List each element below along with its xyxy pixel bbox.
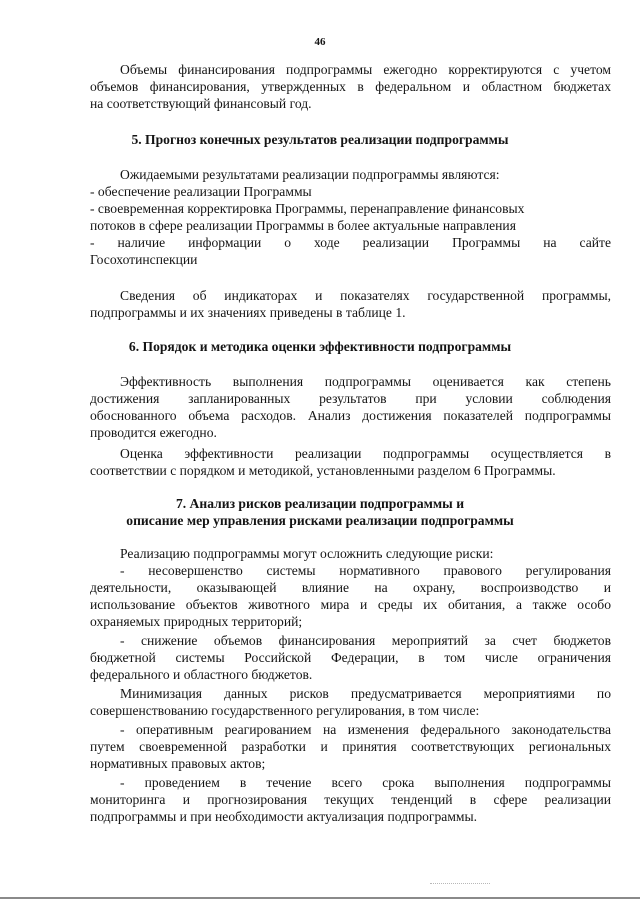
section-7-line: подпрограммы и при необходимости актуализация подпрограммы. <box>90 809 478 824</box>
section-7-line: мониторинга и прогнозирования текущих тенденций в сфере реализации <box>90 792 611 807</box>
section-5-line: потоков в сфере реализации Программы в более актуальные направления <box>90 218 516 233</box>
section-7-line: - проведением в течение всего срока выполнения подпрограммы <box>120 775 611 790</box>
section-7-line: - несовершенство системы нормативного правового регулирования <box>120 563 611 578</box>
section-7-line: нормативных правовых актов; <box>90 756 266 771</box>
section-7-line: - оперативным реагированием на изменения федерального законодательства <box>120 722 611 737</box>
section-7-heading: описание мер управления рисками реализации подпрограммы <box>126 513 514 528</box>
scan-bottom-edge <box>0 897 640 899</box>
section-7-heading: 7. Анализ рисков реализации подпрограммы и <box>175 496 465 511</box>
section-7-line: охраняемых природных территорий; <box>90 614 303 629</box>
section-7-line: - снижение объемов финансирования мероприятий за счет бюджетов <box>120 633 611 648</box>
section-6-line: достижения запланированных результатов при условии соблюдения <box>90 391 611 406</box>
section-6-line: соответствии с порядком и методикой, установленными разделом 6 Программы. <box>90 463 556 478</box>
section-7-line: федерального и областного бюджетов. <box>90 667 313 682</box>
section-5-line: Госохотинспекции <box>90 252 198 267</box>
section-5-line: подпрограммы и их значениях приведены в таблице 1. <box>90 305 406 320</box>
scan-smudge <box>430 875 490 884</box>
section-6-line: проводится ежегодно. <box>90 425 217 440</box>
section-6-line: Эффективность выполнения подпрограммы оценивается как степень <box>120 374 611 389</box>
section-5-line: Сведения об индикаторах и показателях государственной программы, <box>120 288 611 303</box>
section-6-heading: 6. Порядок и методика оценки эффективности подпрограммы <box>128 339 512 354</box>
section-7-line: Минимизация данных рисков предусматривается мероприятиями по <box>120 686 611 701</box>
section-7-line: бюджетной системы Российской Федерации, в том числе ограничения <box>90 650 611 665</box>
section-7-line: Реализацию подпрограммы могут осложнить следующие риски: <box>120 546 494 561</box>
intro-line: на соответствующий финансовый год. <box>90 96 312 111</box>
section-5-line: - наличие информации о ходе реализации Программы на сайте <box>90 235 611 250</box>
section-5-line: Ожидаемыми результатами реализации подпрограммы являются: <box>120 167 500 182</box>
section-5-line: - своевременная корректировка Программы, перенаправление финансовых <box>90 201 525 216</box>
section-6-line: обоснованного объема расходов. Анализ достижения показателей подпрограммы <box>90 408 611 423</box>
section-7-line: путем своевременной разработки и принятия соответствующих региональных <box>90 739 611 754</box>
section-5-heading: 5. Прогноз конечных результатов реализации подпрограммы <box>131 132 509 147</box>
page-number: 46 <box>314 36 326 48</box>
intro-line: Объемы финансирования подпрограммы ежегодно корректируются с учетом <box>120 62 611 77</box>
section-7-line: деятельности, оказывающей влияние на охрану, воспроизводство и <box>90 580 611 595</box>
section-7-line: совершенствованию государственного регулирования, в том числе: <box>90 703 480 718</box>
section-5-line: - обеспечение реализации Программы <box>90 184 312 199</box>
section-6-line: Оценка эффективности реализации подпрограммы осуществляется в <box>120 446 611 461</box>
intro-line: объемов финансирования, утвержденных в федеральном и областном бюджетах <box>90 79 611 94</box>
section-7-line: использование объектов животного мира и среды их обитания, а также особо <box>90 597 611 612</box>
